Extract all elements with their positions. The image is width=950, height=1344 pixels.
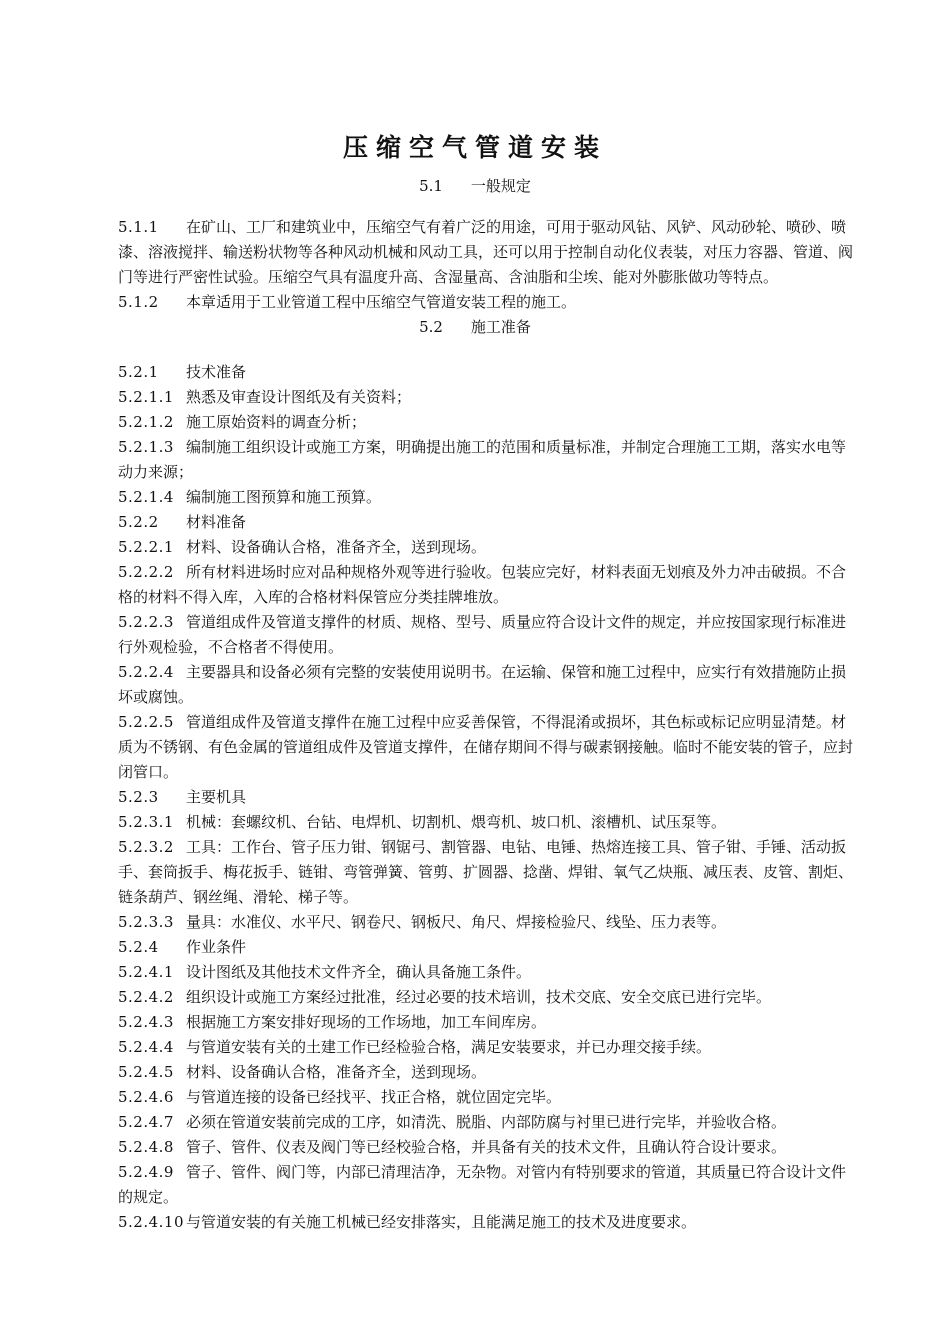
clause-number: 5.2.3.1 [118, 813, 174, 831]
clause-text: 作业条件 [186, 938, 247, 956]
paragraph [118, 960, 860, 985]
clause-number: 5.2.1 [118, 363, 159, 381]
clause-text: 根据施工方案安排好现场的工作场地，加工车间库房。 [186, 1013, 547, 1031]
clause-number: 5.2.2.1 [118, 538, 174, 556]
paragraph [118, 835, 860, 910]
section-heading-5-1 [0, 175, 950, 196]
clause-text: 机械：套螺纹机、台钻、电焊机、切割机、煨弯机、坡口机、滚槽机、试压泵等。 [186, 813, 727, 831]
clause-text: 主要器具和设备必须有完整的安装使用说明书。在运输、保管和施工过程中，应实行有效措施防止损坏或腐蚀。 [118, 663, 847, 706]
clause-number: 5.2.1.1 [118, 388, 174, 406]
clause-text: 在矿山、工厂和建筑业中，压缩空气有着广泛的用途，可用于驱动风钻、风铲、风动砂轮、喷砂、喷漆、溶液搅拌、输送粉状物等各种风动机械和风动工具，还可以用于控制自动化仪表装，对压力容器、管道、阀门等进行严密性试验。压缩空气具有温度升高、含湿量高、含油脂和尘埃、能对外膨胀做功等特点。 [118, 218, 854, 286]
clause-number: 5.2.4.4 [118, 1038, 174, 1056]
paragraph [118, 1085, 860, 1110]
clause-text: 本章适用于工业管道工程中压缩空气管道安装工程的施工。 [186, 293, 577, 311]
paragraph [118, 385, 860, 410]
paragraph [118, 710, 860, 785]
clause-number: 5.2.2.2 [118, 563, 174, 581]
paragraph [118, 290, 860, 315]
clause-number: 5.2.1.2 [118, 413, 174, 431]
paragraph [118, 215, 860, 290]
clause-text: 编制施工组织设计或施工方案，明确提出施工的范围和质量标准，并制定合理施工工期，落实水电等动力来源； [118, 438, 847, 481]
clause-text: 材料、设备确认合格，准备齐全，送到现场。 [186, 1063, 487, 1081]
clause-number: 5.2.1.4 [118, 488, 174, 506]
page-title: 压缩空气管道安装 [342, 133, 607, 162]
clause-text: 管子、管件、仪表及阀门等已经校验合格，并具备有关的技术文件，且确认符合设计要求。 [186, 1138, 787, 1156]
document-body [118, 215, 860, 1235]
clause-text: 施工原始资料的调查分析； [186, 413, 367, 431]
section-title: 施工准备 [470, 318, 531, 336]
clause-text: 管子、管件、阀门等，内部已清理洁净，无杂物。对管内有特别要求的管道，其质量已符合设计文件的规定。 [118, 1163, 847, 1206]
section-heading-5-2-row [0, 315, 950, 349]
clause-number: 5.2.2 [118, 513, 159, 531]
clause-number: 5.2.2.4 [118, 663, 174, 681]
clause-text: 组织设计或施工方案经过批准，经过必要的技术培训，技术交底、安全交底已进行完毕。 [186, 988, 772, 1006]
clause-number: 5.2.3 [118, 788, 159, 806]
paragraph [118, 1035, 860, 1060]
paragraph [118, 435, 860, 485]
clause-number: 5.2.4.5 [118, 1063, 174, 1081]
clause-number: 5.1.1 [118, 218, 159, 236]
clause-text: 材料、设备确认合格，准备齐全，送到现场。 [186, 538, 487, 556]
clause-number: 5.2.4.7 [118, 1113, 174, 1131]
clause-text: 必须在管道安装前完成的工序，如清洗、脱脂、内部防腐与衬里已进行完毕，并验收合格。 [186, 1113, 787, 1131]
clause-text: 材料准备 [186, 513, 247, 531]
paragraph [118, 1135, 860, 1160]
paragraph [118, 560, 860, 610]
clause-number: 5.2.3.3 [118, 913, 174, 931]
clause-text: 与管道安装的有关施工机械已经安排落实，且能满足施工的技术及进度要求。 [186, 1213, 697, 1231]
clause-text: 熟悉及审查设计图纸及有关资料； [186, 388, 412, 406]
paragraph [118, 535, 860, 560]
clause-text: 与管道安装有关的土建工作已经检验合格，满足安装要求，并已办理交接手续。 [186, 1038, 712, 1056]
clause-text: 编制施工图预算和施工预算。 [186, 488, 382, 506]
clause-number: 5.2.2.3 [118, 613, 174, 631]
spacer [118, 349, 860, 360]
paragraph [118, 1210, 860, 1235]
section-title: 一般规定 [470, 177, 531, 195]
paragraph [118, 410, 860, 435]
clause-text: 与管道连接的设备已经找平、找正合格，就位固定完毕。 [186, 1088, 562, 1106]
clause-number: 5.2.4.2 [118, 988, 174, 1006]
clause-text: 工具：工作台、管子压力钳、钢锯弓、割管器、电钻、电锤、热熔连接工具、管子钳、手锤、活动扳手、套筒扳手、梅花扳手、链钳、弯管弹簧、管剪、扩圆器、捻凿、焊钳、氧气乙炔瓶、减压表、皮管、割炬、链条葫芦、钢丝绳、滑轮、梯子等。 [118, 838, 854, 906]
paragraph [118, 1110, 860, 1135]
paragraph [118, 360, 860, 385]
paragraph [118, 485, 860, 510]
paragraph [118, 1060, 860, 1085]
clause-text: 管道组成件及管道支撑件的材质、规格、型号、质量应符合设计文件的规定，并应按国家现行标准进行外观检验，不合格者不得使用。 [118, 613, 847, 656]
paragraph [118, 510, 860, 535]
clause-text: 管道组成件及管道支撑件在施工过程中应妥善保管，不得混淆或损坏，其色标或标记应明显清楚。材质为不锈钢、有色金属的管道组成件及管道支撑件，在储存期间不得与碳素钢接触。临时不能安装的管子，应封闭管口。 [118, 713, 854, 781]
clause-number: 5.2.2.5 [118, 713, 174, 731]
paragraph [118, 660, 860, 710]
clause-number: 5.2.4 [118, 938, 159, 956]
clause-number: 5.2.4.8 [118, 1138, 174, 1156]
paragraph [118, 985, 860, 1010]
clause-number: 5.2.4.10 [118, 1213, 185, 1231]
clause-text: 主要机具 [186, 788, 247, 806]
clause-number: 5.2.1.3 [118, 438, 174, 456]
clause-number: 5.2.4.1 [118, 963, 174, 981]
paragraph [118, 1010, 860, 1035]
section-number: 5.1 [419, 177, 443, 195]
clause-number: 5.2.4.9 [118, 1163, 174, 1181]
paragraph [118, 810, 860, 835]
clause-text: 设计图纸及其他技术文件齐全，确认具备施工条件。 [186, 963, 532, 981]
section-number: 5.2 [419, 318, 443, 336]
paragraph [118, 935, 860, 960]
clause-number: 5.2.4.3 [118, 1013, 174, 1031]
paragraph [118, 910, 860, 935]
clause-text: 所有材料进场时应对品种规格外观等进行验收。包装应完好，材料表面无划痕及外力冲击破损。不合格的材料不得入库，入库的合格材料保管应分类挂牌堆放。 [118, 563, 847, 606]
clause-number: 5.2.3.2 [118, 838, 174, 856]
paragraph [118, 1160, 860, 1210]
clause-text: 量具：水准仪、水平尺、钢卷尺、钢板尺、角尺、焊接检验尺、线坠、压力表等。 [186, 913, 727, 931]
paragraph [118, 785, 860, 810]
clause-text: 技术准备 [186, 363, 247, 381]
clause-number: 5.2.4.6 [118, 1088, 174, 1106]
paragraph [118, 610, 860, 660]
clause-number: 5.1.2 [118, 293, 159, 311]
